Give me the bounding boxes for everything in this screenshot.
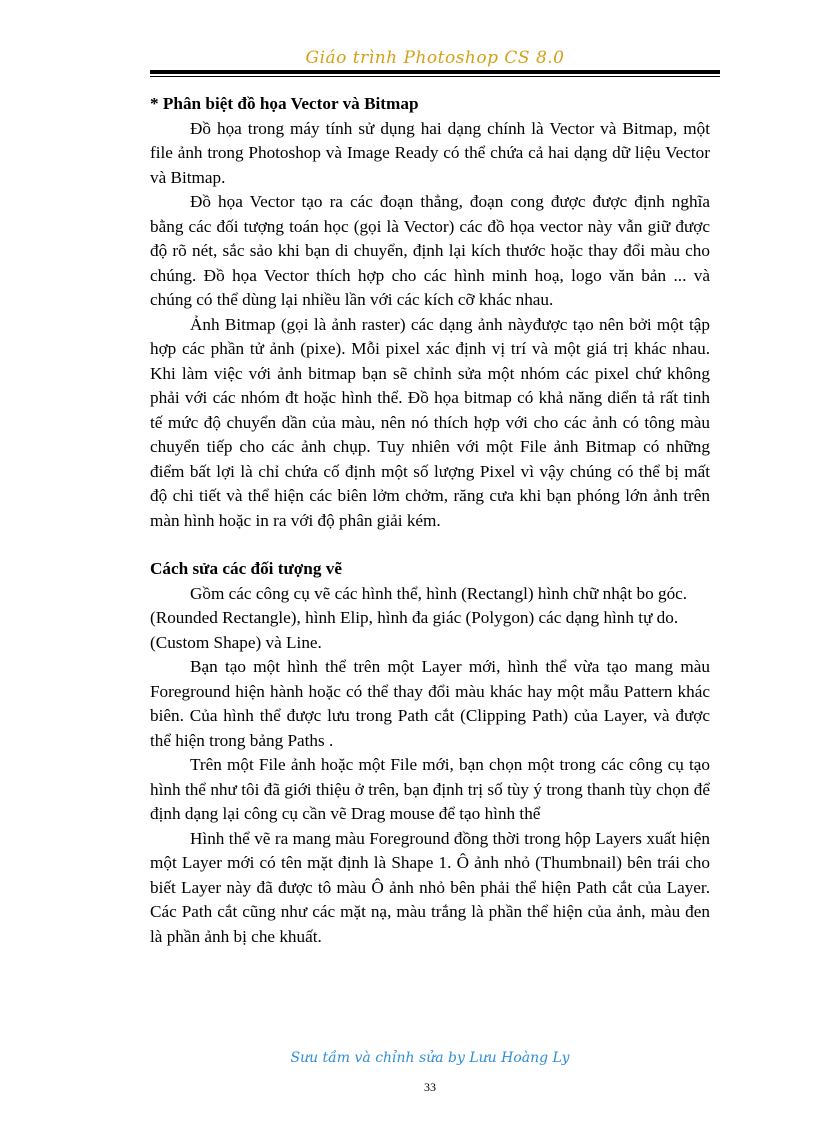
section-heading-edit-shapes: Cách sửa các đối tượng vẽ xyxy=(150,559,342,578)
paragraph: Đồ họa trong máy tính sử dụng hai dạng chính là Vector và Bitmap, một file ảnh trong Photoshop và Image Ready có thể chứa cả hai dạng dữ liệu Vector và Bitmap. xyxy=(150,118,710,187)
page-number: 33 xyxy=(424,1080,436,1094)
paragraph: (Custom Shape) và Line. xyxy=(150,632,322,652)
paragraph: Trên một File ảnh hoặc một File mới, bạn chọn một trong các công cụ tạo hình thể như tôi đã giới thiệu ở trên, bạn định trị số tùy ý trong thanh tùy chọn để định dạng lại công cụ cần vẽ Drag mouse để tạo hình thể xyxy=(150,755,710,823)
section-gap xyxy=(150,533,710,557)
paragraph: Gồm các công cụ vẽ các hình thể, hình (Rectangl) hình chữ nhật bo góc. xyxy=(190,583,688,603)
paragraph: Ảnh Bitmap (gọi là ảnh raster) các dạng ảnh nàyđược tạo nên bởi một tập hợp các phần tử ảnh (pixe). Mỗi pixel xác định vị trí và một giá trị khác nhau. Khi làm việc với ảnh bitmap bạn sẽ chỉnh sửa một nhóm các pixel chứ không phải với các nhóm đt hoặc hình thể. Đồ họa bitmap có khả năng diển tả rất tinh tế mức độ chuyển dần của màu, nên nó thích hợp với cho các ảnh có tông màu chuyển tiếp cho các ảnh chụp. Tuy nhiên với một File ảnh Bitmap có những điểm bất lợi là chỉ chứa cố định một số lượng Pixel vì vậy chúng có thể bị mất độ chi tiết và thể hiện các biên lởm chởm, răng cưa khi bạn phóng lớn ảnh trên màn hình hoặc in ra với độ phân giải kém. xyxy=(150,314,710,530)
paragraph: Đồ họa Vector tạo ra các đoạn thẳng, đoạn cong được được định nghĩa bằng các đối tượng toán học (gọi là Vector) các đồ họa vector này vẫn giữ được độ rõ nét, sắc sảo khi bạn di chuyển, định lại kích thước hoặc thay đổi màu cho chúng. Đồ họa Vector thích hợp cho các hình minh hoạ, logo văn bản ... và chúng có thể dùng lại nhiều lần với các kích cỡ khác nhau. xyxy=(150,192,710,309)
header-title: Giáo trình Photoshop CS 8.0 xyxy=(305,48,565,68)
header-rule-thin xyxy=(150,76,720,77)
header-rule-thick xyxy=(150,70,720,74)
paragraph: Hình thể vẽ ra mang màu Foreground đồng thời trong hộp Layers xuất hiện một Layer mới có tên mặt định là Shape 1. Ô ảnh nhỏ (Thumbnail) bên trái cho biết Layer này đã được tô màu Ô ảnh nhỏ bên phải thể hiện Path cắt của Layer. Các Path cắt cũng như các mặt nạ, màu trắng là phần thể hiện của ảnh, màu đen là phần ảnh bị che khuất. xyxy=(150,828,710,946)
section-heading-vector-bitmap: * Phân biệt đồ họa Vector và Bitmap xyxy=(150,94,419,113)
page-content xyxy=(150,92,710,949)
paragraph: Bạn tạo một hình thể trên một Layer mới, hình thể vừa tạo mang màu Foreground hiện hành hoặc có thể thay đổi màu khác hay một mẫu Pattern khác biên. Của hình thể được lưu trong Path cắt (Clipping Path) của Layer, và được thể hiện trong bảng Paths . xyxy=(150,657,710,750)
paragraph: (Rounded Rectangle), hình Elip, hình đa giác (Polygon) các dạng hình tự do. xyxy=(150,608,679,627)
footer-credit: Sưu tầm và chỉnh sửa by Lưu Hoàng Ly xyxy=(290,1050,570,1066)
